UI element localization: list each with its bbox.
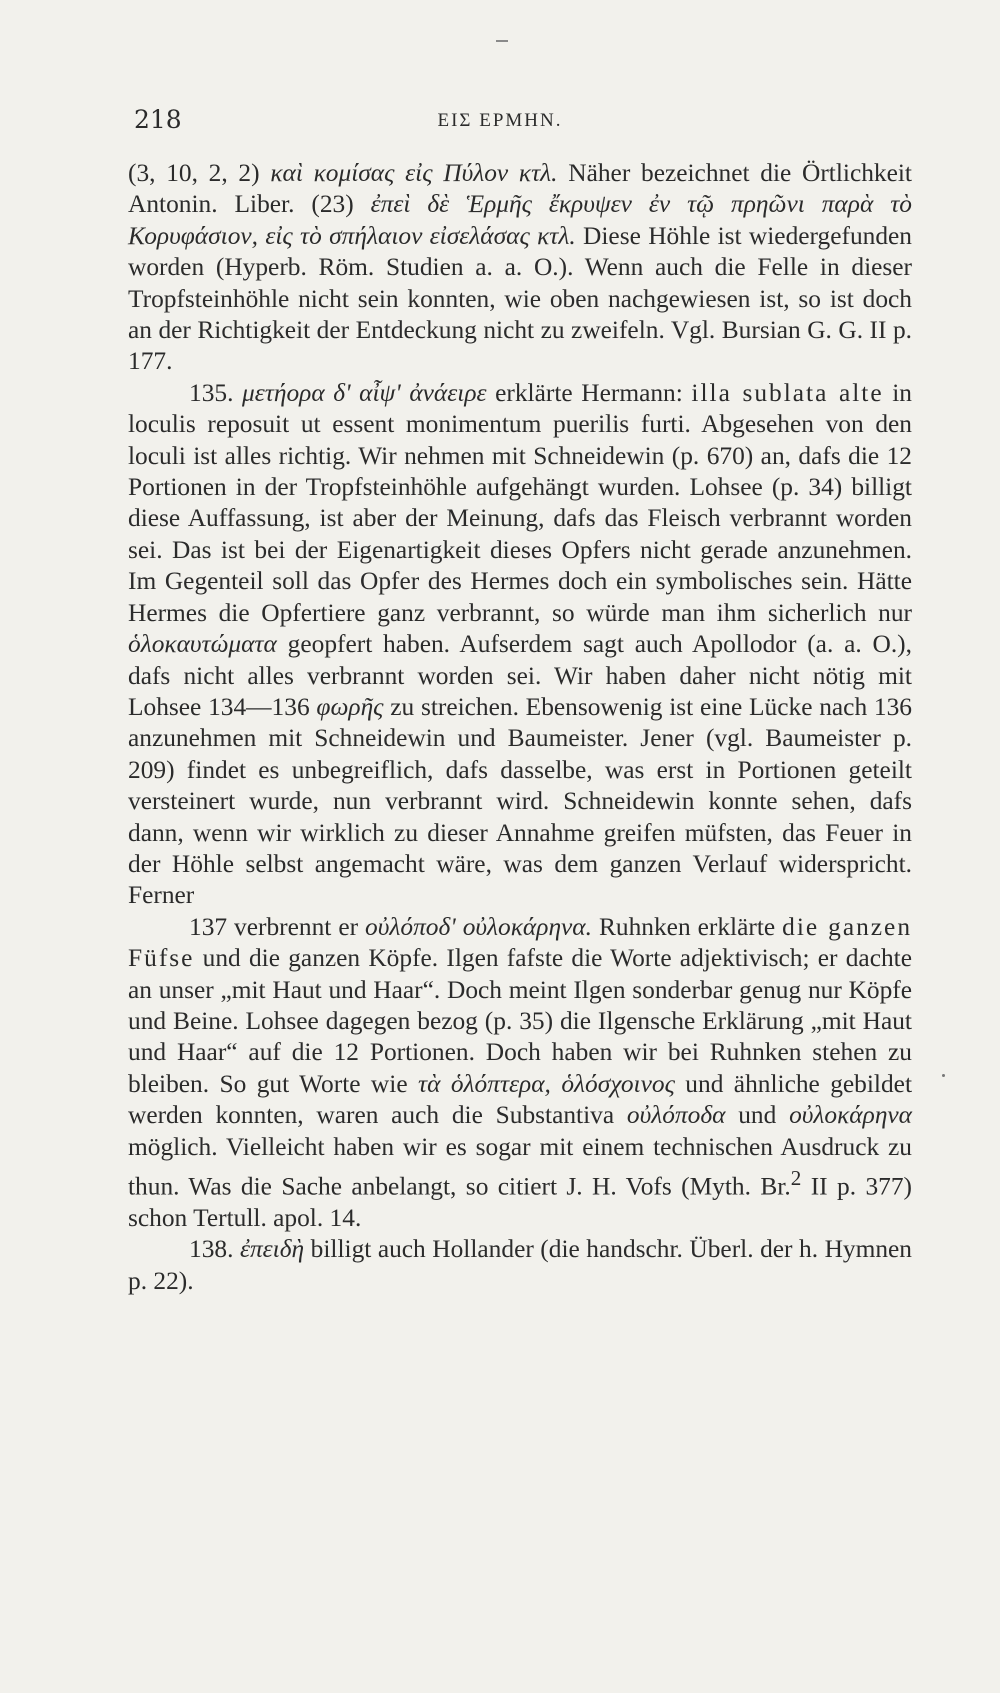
text-run: billigt auch Hollander (die handschr. Überl. der h. Hymnen p. 22). <box>128 1235 913 1295</box>
text-run: geopfert haben. Aufserdem sagt auch Apollodor (a. a. O.), dafs nicht alles verbrannt worden sei. Wir haben daher nicht nötig mit Lohsee 134—136 <box>128 630 912 721</box>
text-run: zu streichen. Ebensowenig ist eine Lücke nach 136 anzunehmen mit Schneidewin und Baumeister. Jener (vgl. Baumeister p. 209) findet es unbegreiflich, dafs dasselbe, was erst in Portionen geteilt versteinert wurde, nun verbrannt wird. Schneidewin konnte sehen, dafs dann, wenn wir wirklich zu dieser Annahme greifen müfsten, das Feuer in der Höhle selbst angemacht wäre, was dem ganzen Verlauf widerspricht. Ferner <box>128 692 912 910</box>
greek-quote: καὶ κομίσας εἰς Πύλον κτλ. <box>270 159 558 187</box>
text-run: 137 verbrennt er <box>189 912 366 941</box>
spaced-emphasis: die ganzen Füfse <box>128 912 913 973</box>
spaced-emphasis: illa sublata alte <box>691 378 884 407</box>
greek-quote: οὐλοκάρηνα <box>789 1101 913 1130</box>
superscript-edition: 2 <box>790 1166 802 1190</box>
text-run: in loculis reposuit ut essent monimentum puerilis furti. Abgesehen von den loculi ist alles richtig. Wir nehmen mit Schneidewin (p. 670) an, dafs die 12 Portionen in der Tropfsteinhöhle aufgehängt wurden. Lohsee (p. 34) billigt diese Auffassung, ist aber der Meinung, dafs das Fleisch verbrannt worden sei. Das ist bei der Eigenartigkeit dieses Opfers nicht gerade anzunehmen. Im Gegenteil soll das Opfer des Hermes doch ein symbolisches sein. Hätte Hermes die Opfertiere ganz verbrannt, so würde man ihm sicherlich nur <box>128 378 913 627</box>
text-run: II p. 377) schon Tertull. apol. 14. <box>128 1172 912 1232</box>
greek-quote: τὰ ὁλόπτερα, ὁλόσχοινος <box>418 1069 675 1098</box>
page-number: 218 <box>134 105 182 134</box>
text-run: möglich. Vielleicht haben wir es sogar mit einem technischen Ausdruck zu thun. Was die Sache anbelangt, so citiert J. H. Vofs (Myth. Br. <box>128 1132 912 1201</box>
text-run: Ruhnken erklärte <box>591 912 783 941</box>
paragraph-note-137 <box>128 912 912 1235</box>
body-text <box>128 158 912 1297</box>
margin-mark <box>942 1074 945 1077</box>
greek-quote: ὁλοκαυτώματα <box>128 630 277 659</box>
text-run: 138. <box>189 1235 240 1264</box>
running-title: ΕΙΣ ΕΡΜΗΝ. <box>437 110 563 131</box>
text-run: Diese Höhle ist wiedergefunden worden (Hyperb. Röm. Studien a. a. O.). Wenn auch die Felle in dieser Tropfsteinhöhle nicht sein konnten, wie oben nachgewiesen ist, so ist doch an der Richtigkeit der Entdeckung nicht zu zweifeln. Vgl. Bursian G. G. II p. 177. <box>128 221 912 376</box>
text-run: und <box>725 1101 790 1130</box>
greek-quote: ἐπειδὴ <box>239 1235 305 1264</box>
greek-quote: οὐλόποδ' οὐλοκάρηνα. <box>365 912 592 941</box>
text-run: und ähnliche gebildet werden konnten, waren auch die Substantiva <box>128 1069 912 1130</box>
greek-quote: οὐλόποδα <box>626 1101 726 1130</box>
paragraph-commentary-continued <box>128 158 912 378</box>
greek-quote: φωρῆς <box>316 692 384 721</box>
top-mark <box>496 40 508 42</box>
greek-quote: ἐπεὶ δὲ Ἑρμῆς ἔκρυψεν ἐν τῷ πρηῶνι παρὰ τὸ Κορυφάσιον, εἰς τὸ σπήλαιον εἰσελάσας κτλ. <box>128 190 912 250</box>
paragraph-note-135 <box>128 378 912 912</box>
text-run: erklärte Hermann: <box>486 378 692 407</box>
text-run: und die ganzen Köpfe. Ilgen fafste die Worte adjektivisch; er dachte an unser „mit Haut und Haar“. Doch meint Ilgen sonderbar genug nur Köpfe und Beine. Lohsee dagegen bezog (p. 35) die Ilgensche Erklärung „mit Haut und Haar“ auf die 12 Portionen. Doch haben wir bei Ruhnken stehen zu bleiben. So gut Worte wie <box>128 944 912 1098</box>
text-run: 135. <box>189 378 243 407</box>
greek-quote: μετήορα δ' αἶψ' ἀνάειρε <box>242 378 487 407</box>
paragraph-note-138 <box>128 1234 912 1297</box>
text-run: (3, 10, 2, 2) <box>128 159 271 187</box>
text-run: Näher bezeichnet die Örtlichkeit Antonin. Liber. (23) <box>128 159 912 219</box>
